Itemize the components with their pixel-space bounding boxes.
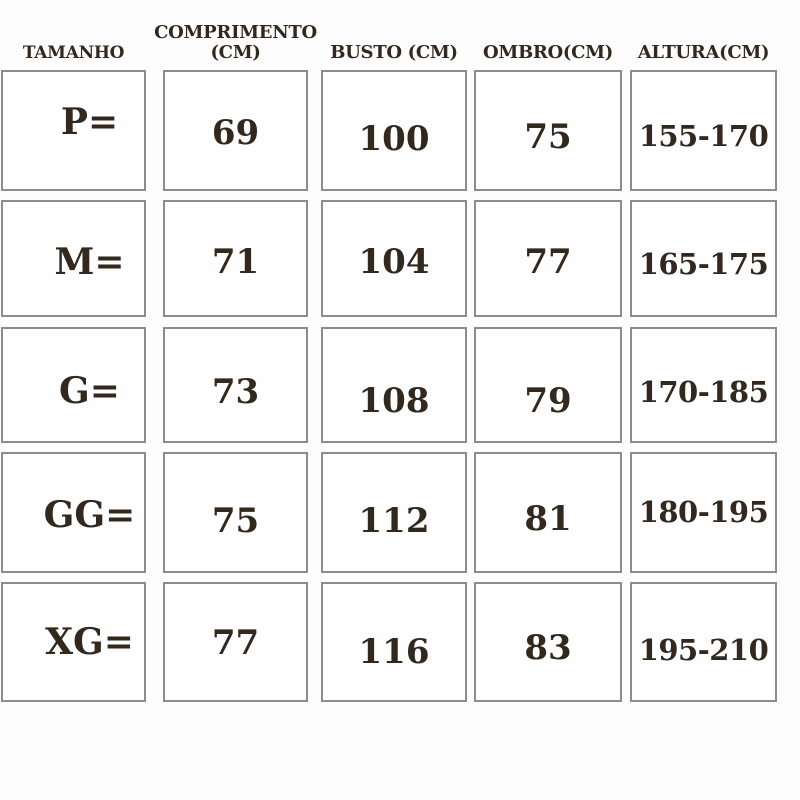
cell-gg-altura bbox=[630, 452, 777, 573]
cell-m-busto bbox=[321, 200, 467, 317]
cell-text: GG= bbox=[43, 493, 136, 536]
cell-text: 165-175 bbox=[638, 246, 769, 281]
cell-text: 69 bbox=[211, 112, 260, 153]
cell-text: 79 bbox=[524, 381, 572, 421]
cell-xg-size bbox=[1, 582, 146, 702]
cell-text: 155-170 bbox=[638, 118, 769, 153]
cell-text: G= bbox=[59, 370, 120, 412]
cell-text: 75 bbox=[211, 500, 260, 541]
column-header-busto: BUSTO (CM) bbox=[330, 41, 458, 63]
cell-gg-ombro bbox=[474, 452, 622, 573]
cell-text: 195-210 bbox=[638, 633, 769, 667]
cell-p-altura bbox=[630, 70, 777, 191]
cell-gg-size bbox=[1, 452, 146, 573]
column-header-tamanho: TAMANHO bbox=[22, 42, 125, 63]
cell-text: 112 bbox=[358, 500, 430, 541]
cell-p-comprimento bbox=[163, 70, 308, 191]
cell-text: 77 bbox=[524, 241, 572, 282]
cell-m-altura bbox=[630, 200, 777, 317]
cell-xg-comprimento bbox=[163, 582, 308, 702]
cell-text: 108 bbox=[358, 381, 430, 421]
cell-xg-busto bbox=[321, 582, 467, 702]
cell-xg-ombro bbox=[474, 582, 622, 702]
cell-text: 83 bbox=[524, 628, 572, 668]
cell-g-ombro bbox=[474, 327, 622, 443]
column-header-ombro: OMBRO(CM) bbox=[482, 41, 614, 63]
column-header-comprimento: COMPRIMENTO (CM) bbox=[154, 21, 317, 63]
cell-text: 77 bbox=[211, 623, 260, 663]
cell-gg-comprimento bbox=[163, 452, 308, 573]
cell-p-size bbox=[1, 70, 146, 191]
cell-text: 180-195 bbox=[638, 494, 769, 529]
cell-xg-altura bbox=[630, 582, 777, 702]
cell-text: 170-185 bbox=[638, 375, 769, 409]
cell-g-busto bbox=[321, 327, 467, 443]
cell-text: 100 bbox=[358, 118, 430, 159]
cell-m-comprimento bbox=[163, 200, 308, 317]
cell-text: M= bbox=[54, 240, 125, 283]
cell-m-ombro bbox=[474, 200, 622, 317]
cell-text: 71 bbox=[211, 241, 260, 282]
cell-text: 75 bbox=[524, 116, 572, 157]
cell-text: 81 bbox=[524, 498, 572, 539]
cell-text: 116 bbox=[358, 632, 430, 672]
cell-m-size bbox=[1, 200, 146, 317]
column-header-altura: ALTURA(CM) bbox=[637, 41, 770, 63]
cell-text: P= bbox=[60, 100, 119, 143]
cell-g-comprimento bbox=[163, 327, 308, 443]
cell-g-size bbox=[1, 327, 146, 443]
cell-gg-busto bbox=[321, 452, 467, 573]
cell-text: 73 bbox=[211, 372, 260, 412]
cell-p-ombro bbox=[474, 70, 622, 191]
cell-p-busto bbox=[321, 70, 467, 191]
cell-text: XG= bbox=[45, 621, 134, 663]
cell-text: 104 bbox=[358, 241, 430, 282]
cell-g-altura bbox=[630, 327, 777, 443]
